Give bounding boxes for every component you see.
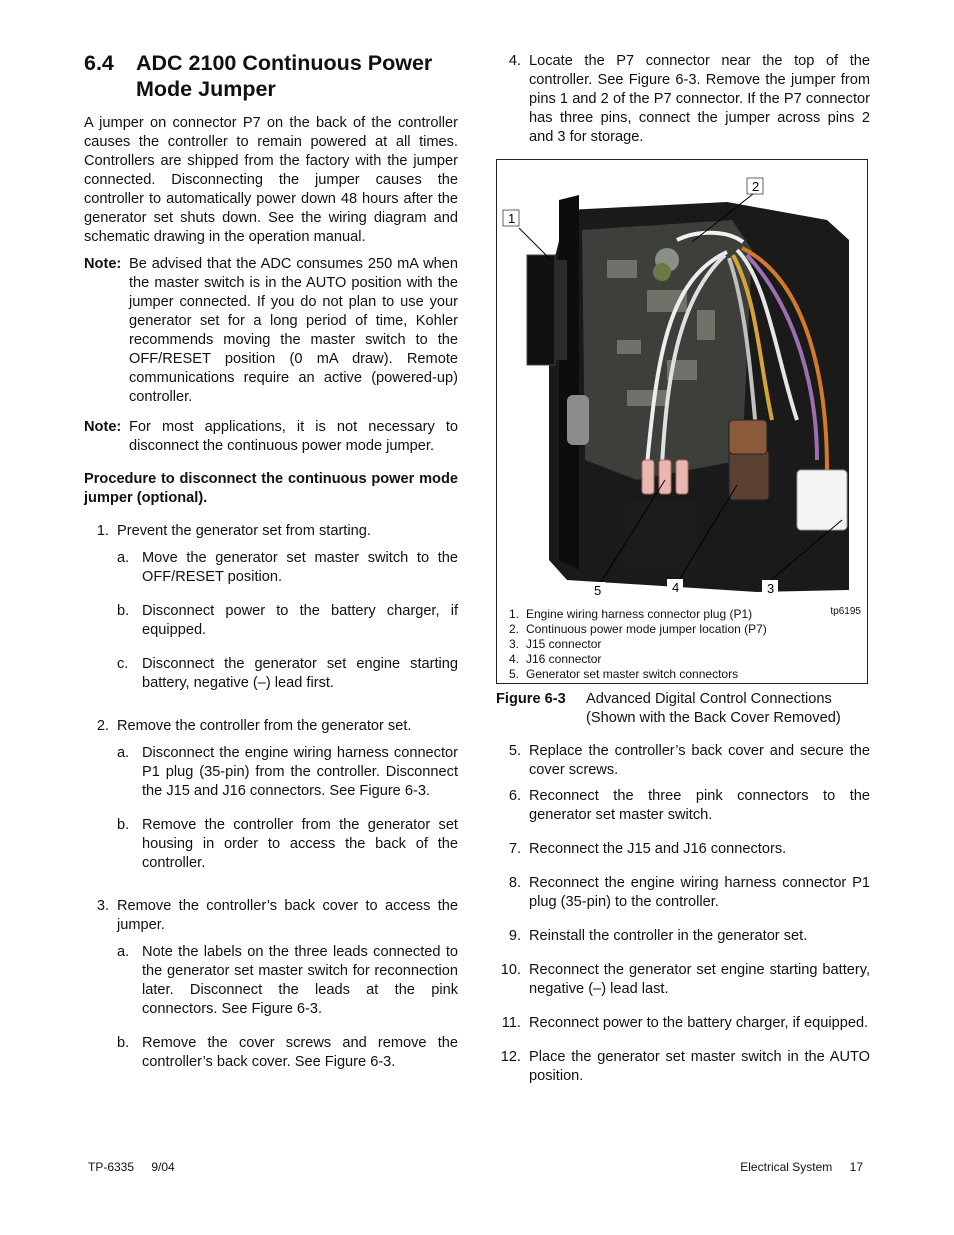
legend-item	[497, 667, 867, 682]
step-text: Place the generator set master switch in the AUTO position.	[529, 1049, 870, 1084]
step-number: 2.	[96, 718, 109, 734]
callout-1: 1	[508, 211, 516, 226]
step-12	[500, 1048, 870, 1086]
step-3a	[117, 943, 458, 1019]
housing-side	[559, 195, 579, 570]
step-text: Prevent the generator set from starting.	[117, 523, 371, 539]
figure-6-3	[496, 159, 868, 684]
j16-connector	[729, 450, 769, 500]
p1-pins	[555, 260, 567, 360]
note-1	[84, 255, 458, 407]
substep-text: Note the labels on the three leads connected to the generator set master switch for reconnection later. Disconnect the leads at the pink connectors. See Figure 6-3.	[142, 944, 458, 1017]
figure-code: tp6195	[830, 606, 861, 617]
step-number: 3.	[96, 898, 109, 914]
legend-item	[497, 622, 867, 637]
note-2	[84, 418, 458, 456]
legend-text: Continuous power mode jumper location (P7)	[526, 622, 767, 636]
step-text: Reconnect the three pink connectors to the generator set master switch.	[529, 788, 870, 823]
substep-label: b.	[117, 817, 130, 833]
step-text: Reconnect power to the battery charger, if equipped.	[529, 1015, 869, 1031]
legend-number: 1.	[509, 607, 520, 621]
step-number: 7.	[508, 841, 521, 857]
doc-number: TP-6335	[88, 1160, 135, 1174]
callout-3: 3	[767, 581, 775, 596]
legend-number: 5.	[509, 667, 520, 681]
substep-label: a.	[117, 550, 130, 566]
substep-text: Disconnect the generator set engine starting battery, negative (–) lead first.	[142, 656, 458, 691]
step-number: 1.	[96, 523, 109, 539]
figure-caption	[496, 690, 870, 728]
caption-label: Figure 6-3	[496, 691, 566, 707]
step-text: Locate the P7 connector near the top of the controller. See Figure 6-3. Remove the jumper from pins 1 and 2 of the P7 connector. If the P7 connector has three pins, connect the jumper across pins 2 and 3 for storage.	[529, 53, 870, 145]
p1-connector	[527, 255, 555, 365]
j15-shell	[729, 420, 767, 454]
pink-connectors	[642, 460, 688, 494]
note-label: Note:	[84, 419, 122, 435]
substep-label: a.	[117, 745, 130, 761]
switch-opening	[627, 500, 697, 570]
substep-text: Disconnect power to the battery charger, if equipped.	[142, 603, 458, 638]
substep-text: Disconnect the engine wiring harness connector P1 plug (35-pin) from the controller. Disconnect the J15 and J16 connectors. See Figure 6-3.	[142, 745, 458, 799]
step-2a	[117, 744, 458, 801]
step-number: 12.	[500, 1049, 521, 1065]
step-7	[500, 840, 870, 859]
legend-text: Engine wiring harness connector plug (P1)	[526, 607, 753, 621]
substep-label: b.	[117, 1035, 130, 1051]
legend-text: J16 connector	[526, 652, 602, 666]
legend-number: 2.	[509, 622, 520, 636]
section-title: ADC 2100 Continuous Power Mode Jumper	[136, 51, 433, 101]
footer-right	[740, 1160, 863, 1175]
step-text: Remove the controller’s back cover to access the jumper.	[117, 898, 458, 933]
legend-item	[497, 637, 867, 652]
step-1c	[117, 655, 458, 693]
left-column	[84, 50, 458, 1072]
note-label: Note:	[84, 256, 122, 272]
step-number: 4.	[508, 53, 521, 69]
note-text: Be advised that the ADC consumes 250 mA when the master switch is in the AUTO position with the jumper connected. If you do not plan to use your generator set for a long period of time, Kohler recommends moving the master switch to the OFF/RESET position (0 mA draw). Remote communications require an active (powered-up) controller.	[129, 256, 458, 405]
legend-number: 4.	[509, 652, 520, 666]
db9-connector	[567, 395, 589, 445]
doc-date: 9/04	[151, 1160, 175, 1174]
step-10	[500, 961, 870, 999]
step-number: 5.	[508, 743, 521, 759]
intro-paragraph: A jumper on connector P7 on the back of the controller causes the controller to remain powered at all times. Controllers are shipped from the factory with the jumper connected. Disconnecting the jumper causes the controller to automatically power down 48 hours after the generator set shuts down. See the wiring diagram and schematic drawing in the operation manual.	[84, 115, 458, 245]
step-3	[84, 897, 458, 935]
step-text: Replace the controller’s back cover and secure the cover screws.	[529, 743, 870, 778]
procedure-heading: Procedure to disconnect the continuous power mode jumper (optional).	[84, 471, 458, 506]
step-text: Remove the controller from the generator set.	[117, 718, 412, 734]
step-number: 11.	[501, 1015, 521, 1031]
step-1a	[117, 549, 458, 587]
substep-label: b.	[117, 603, 130, 619]
substep-text: Remove the controller from the generator set housing in order to access the back of the controller.	[142, 817, 458, 871]
step-8	[500, 874, 870, 912]
caption-text: Advanced Digital Control Connections (Shown with the Back Cover Removed)	[586, 691, 841, 726]
step-4	[500, 52, 870, 147]
substep-text: Move the generator set master switch to the OFF/RESET position.	[142, 550, 458, 585]
callout-4: 4	[672, 580, 680, 595]
step-1b	[117, 602, 458, 640]
step-9	[500, 927, 870, 946]
footer-left	[88, 1160, 175, 1175]
capacitor-green	[653, 263, 671, 281]
substep-text: Remove the cover screws and remove the controller’s back cover. See Figure 6-3.	[142, 1035, 458, 1070]
step-number: 8.	[508, 875, 521, 891]
step-text: Reconnect the J15 and J16 connectors.	[529, 841, 787, 857]
step-number: 9.	[508, 928, 521, 944]
step-2	[84, 717, 458, 736]
callout-2: 2	[752, 179, 760, 194]
controller-photo	[497, 160, 867, 602]
step-number: 6.	[508, 788, 521, 804]
footer-section: Electrical System	[740, 1160, 833, 1174]
step-text: Reinstall the controller in the generator set.	[529, 928, 808, 944]
step-3b	[117, 1034, 458, 1072]
step-text: Reconnect the generator set engine starting battery, negative (–) lead last.	[529, 962, 870, 997]
step-11	[500, 1014, 870, 1033]
callout-5: 5	[594, 583, 602, 598]
figure-legend	[497, 602, 867, 683]
legend-number: 3.	[509, 637, 520, 651]
page-number: 17	[849, 1160, 863, 1174]
substep-label: c.	[117, 656, 129, 672]
right-column	[496, 52, 870, 1086]
step-1	[84, 522, 458, 541]
legend-item	[497, 652, 867, 667]
step-6	[500, 787, 870, 825]
legend-item	[497, 607, 867, 622]
legend-text: J15 connector	[526, 637, 602, 651]
step-2b	[117, 816, 458, 873]
substep-label: a.	[117, 944, 130, 960]
j15-connector	[797, 470, 847, 530]
note-text: For most applications, it is not necessary to disconnect the continuous power mode jumper.	[129, 419, 458, 454]
step-text: Reconnect the engine wiring harness connector P1 plug (35-pin) to the controller.	[529, 875, 870, 910]
legend-text: Generator set master switch connectors	[526, 667, 739, 681]
step-number: 10.	[500, 962, 521, 978]
section-heading	[84, 50, 458, 102]
step-5	[500, 742, 870, 780]
section-number: 6.4	[84, 51, 114, 75]
